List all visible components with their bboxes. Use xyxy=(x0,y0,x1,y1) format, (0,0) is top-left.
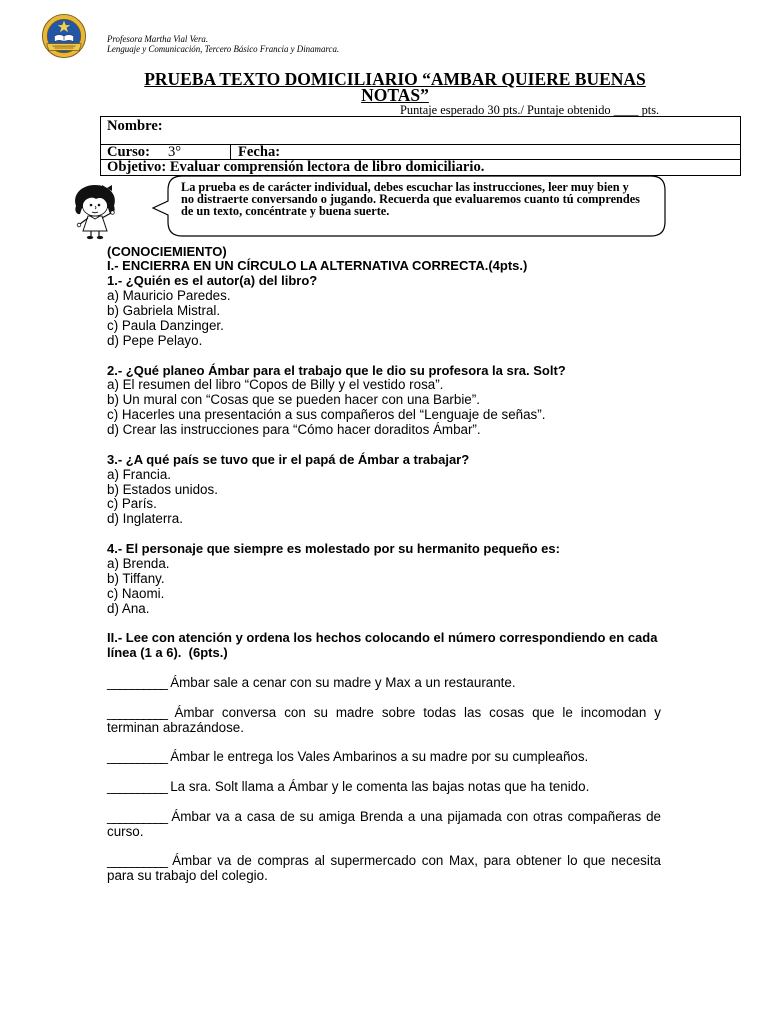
event-text-line xyxy=(107,750,661,765)
answer-option: c) París. xyxy=(107,496,157,512)
answer-blank: __________ xyxy=(107,704,167,720)
event-text: La sra. Solt llama a Ámbar y le comenta las bajas notas que ha tenido. xyxy=(170,779,590,794)
title-line xyxy=(95,87,695,103)
answer-option: c) Naomi. xyxy=(107,585,165,601)
answer-option: d) Inglaterra. xyxy=(107,511,183,527)
answer-option: a) Mauricio Paredes. xyxy=(107,288,231,304)
part-two-heading-line: II.- Lee con atención y ordena los hechos colocando el número correspondiendo en cada xyxy=(107,630,658,646)
event-item xyxy=(107,780,661,795)
part-one-heading: I.- ENCIERRA EN UN CÍRCULO LA ALTERNATIVA CORRECTA.(4pts.) xyxy=(107,258,528,274)
event-text-line xyxy=(107,780,661,795)
course-date-row xyxy=(101,145,740,160)
bubble-text-line: no distraerte conversando o jugando. Recuerda que evaluaremos cuanto tú comprendes xyxy=(181,192,640,206)
event-text: Ámbar va de compras al supermercado con Max, para obtener lo que necesita xyxy=(172,853,661,869)
question-prompt: 4.- El personaje que siempre es molestado por su hermanito pequeño es: xyxy=(107,541,560,556)
event-item xyxy=(107,750,661,765)
table-divider xyxy=(230,145,231,159)
document-title xyxy=(95,71,695,103)
answer-option: b) Estados unidos. xyxy=(107,481,218,497)
event-text-line xyxy=(107,706,661,721)
event-text-line xyxy=(107,854,661,869)
answer-blank: __________ xyxy=(107,779,167,794)
event-text-line: terminan abrazándose. xyxy=(107,719,244,735)
instructions-text xyxy=(181,181,640,217)
name-row xyxy=(101,117,740,145)
event-text: Ámbar conversa con su madre sobre todas las cosas que le incomodan y xyxy=(174,704,661,720)
question-prompt: 2.- ¿Qué planeo Ámbar para el trabajo que le dio su profesora la sra. Solt? xyxy=(107,362,566,378)
objective-row xyxy=(101,160,740,175)
bubble-text-line: La prueba es de carácter individual, debes escuchar las instrucciones, leer muy bien y xyxy=(181,180,629,194)
date-label: Fecha: xyxy=(238,144,281,160)
question-block xyxy=(107,453,661,527)
questions-area xyxy=(107,245,661,885)
event-item xyxy=(107,676,661,691)
answer-option: c) Paula Danzinger. xyxy=(107,317,224,333)
event-text-line: curso. xyxy=(107,823,144,839)
answer-blank: __________ xyxy=(107,808,167,824)
event-text-line xyxy=(107,676,661,691)
part-two-section xyxy=(107,631,661,884)
bubble-text-line: de un texto, concéntrate y buena suerte. xyxy=(181,204,390,218)
event-item xyxy=(107,810,661,840)
answer-option: a) El resumen del libro “Copos de Billy y el vestido rosa”. xyxy=(107,377,444,393)
answer-option: b) Tiffany. xyxy=(107,570,165,586)
answer-option: b) Un mural con “Cosas que se pueden hacer con una Barbie”. xyxy=(107,392,480,408)
name-field-label: Nombre: xyxy=(107,118,163,134)
question-prompt: 3.- ¿A qué país se tuvo que ir el papá de Ámbar a trabajar? xyxy=(107,451,470,467)
answer-option: a) Francia. xyxy=(107,466,171,482)
teacher-name: Profesora Martha Vial Vera. xyxy=(107,34,209,44)
course-subject-line: Lenguaje y Comunicación, Tercero Básico Francia y Dinamarca. xyxy=(107,43,340,54)
score-line: Puntaje esperado 30 pts./ Puntaje obtenido ____ pts. xyxy=(400,103,660,117)
title-line-text: PRUEBA TEXTO DOMICILIARIO “AMBAR QUIERE BUENAS xyxy=(144,69,646,89)
section-label: (CONOCIEMIENTO) xyxy=(107,243,227,259)
student-info-table xyxy=(100,116,741,176)
course-value: 3° xyxy=(168,144,182,160)
course-label: Curso: xyxy=(107,144,150,160)
mafalda-illustration xyxy=(66,184,124,240)
document-header xyxy=(107,35,339,54)
answer-option: d) Ana. xyxy=(107,600,150,616)
event-text-line xyxy=(107,810,661,825)
question-block xyxy=(107,364,661,438)
answer-blank: __________ xyxy=(107,674,167,690)
answer-option: a) Brenda. xyxy=(107,555,170,571)
event-text-line: para su trabajo del colegio. xyxy=(107,868,268,884)
answer-option: d) Pepe Pelayo. xyxy=(107,332,203,348)
title-line-text: NOTAS” xyxy=(361,85,429,105)
event-item xyxy=(107,706,661,736)
school-logo xyxy=(41,13,87,59)
answer-blank: __________ xyxy=(107,749,167,765)
question-prompt: 1.- ¿Quién es el autor(a) del libro? xyxy=(107,273,318,289)
event-text: Ámbar va a casa de su amiga Brenda a una pijamada con otras compañeras de xyxy=(171,808,661,824)
answer-blank: __________ xyxy=(107,853,167,869)
answer-option: b) Gabriela Mistral. xyxy=(107,303,221,318)
question-block xyxy=(107,274,661,348)
event-item xyxy=(107,854,661,884)
event-text: Ámbar sale a cenar con su madre y Max a un restaurante. xyxy=(170,674,516,690)
event-text: Ámbar le entrega los Vales Ambarinos a su madre por su cumpleaños. xyxy=(170,749,589,765)
answer-option: d) Crear las instrucciones para “Cómo hacer doraditos Ámbar”. xyxy=(107,422,481,437)
question-block xyxy=(107,542,661,616)
answer-option: c) Hacerles una presentación a sus compañeros del “Lenguaje de señas”. xyxy=(107,407,546,423)
objective-text: Objetivo: Evaluar comprensión lectora de libro domiciliario. xyxy=(107,159,485,175)
part-two-heading-line: línea (1 a 6). (6pts.) xyxy=(107,645,228,661)
ribbon-banner xyxy=(47,44,82,51)
